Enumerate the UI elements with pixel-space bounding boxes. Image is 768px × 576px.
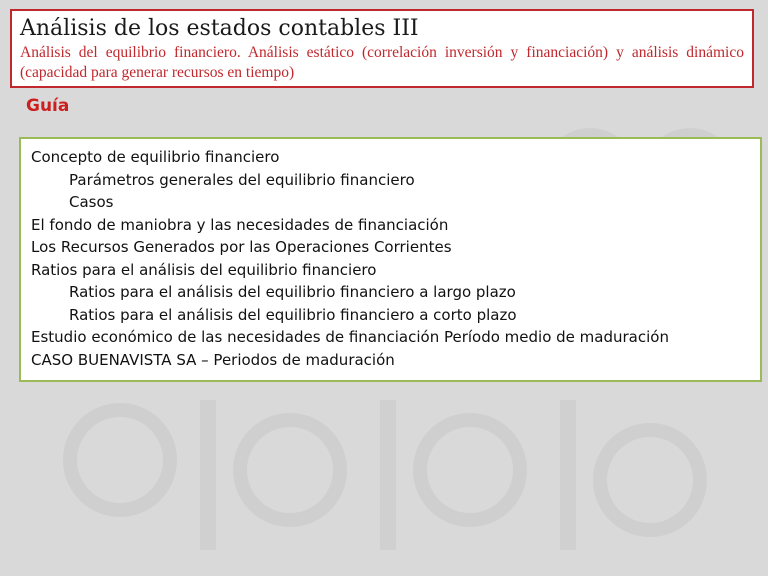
guide-item-3: El fondo de maniobra y las necesidades de financiación bbox=[31, 215, 449, 234]
guide-item-9: CASO BUENAVISTA SA – Periodos de maduración bbox=[31, 350, 395, 369]
slide-title: Análisis de los estados contables III bbox=[20, 16, 419, 41]
guide-item-5: Ratios para el análisis del equilibrio financiero bbox=[31, 260, 377, 279]
slide-subtitle: Análisis del equilibrio financiero. Análisis estático (correlación inversión y financiación) y análisis dinámico (capacidad para generar recursos en tiempo) bbox=[20, 44, 744, 81]
guide-item-2: Casos bbox=[69, 193, 114, 211]
guide-item-4: Los Recursos Generados por las Operaciones Corrientes bbox=[31, 238, 452, 256]
guide-item-6: Ratios para el análisis del equilibrio financiero a largo plazo bbox=[69, 283, 516, 301]
guide-content-box bbox=[19, 137, 762, 382]
guide-item-7: Ratios para el análisis del equilibrio financiero a corto plazo bbox=[69, 305, 517, 324]
guide-item-0: Concepto de equilibrio financiero bbox=[31, 148, 280, 166]
guide-label: Guía bbox=[26, 96, 70, 116]
guide-item-8: Estudio económico de las necesidades de financiación Período medio de maduración bbox=[31, 328, 669, 346]
title-box bbox=[10, 9, 754, 88]
guide-item-1: Parámetros generales del equilibrio financiero bbox=[69, 170, 415, 189]
